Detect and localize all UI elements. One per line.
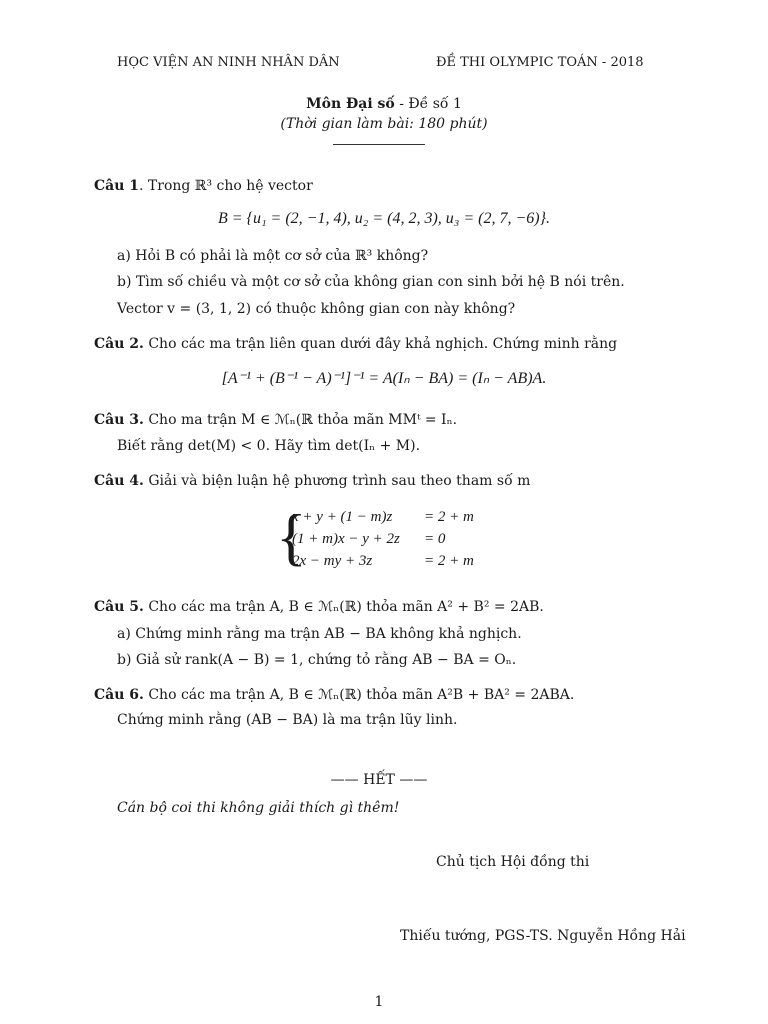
- question-5-part-b: b) Giả sử rank(A − B) = 1, chứng tỏ rằng AB − BA = Oₙ.: [117, 652, 517, 668]
- question-4: [94, 473, 530, 489]
- subject-rest: - Đề số 1: [394, 96, 462, 112]
- exam-title: [0, 96, 768, 112]
- question-1-part-b: b) Tìm số chiều và một cơ sở của không gian con sinh bởi hệ B nói trên.: [117, 274, 625, 290]
- question-2-label: Câu 2.: [94, 336, 144, 352]
- header-right: ĐỀ THI OLYMPIC TOÁN - 2018: [436, 55, 644, 70]
- page-number: 1: [374, 994, 384, 1010]
- question-1-part-a: a) Hỏi B có phải là một cơ sở của ℝ³ không?: [117, 248, 429, 264]
- header-left: HỌC VIỆN AN NINH NHÂN DÂN: [117, 55, 340, 70]
- end-marker: —— HẾT ——: [330, 772, 428, 788]
- question-3: [94, 412, 457, 428]
- question-2-formula: [A⁻¹ + (B⁻¹ − A)⁻¹]⁻¹ = A(Iₙ − BA) = (Iₙ − AB)A.: [221, 370, 547, 387]
- question-1-formula: B = {u₁ = (2, −1, 4), u₂ = (4, 2, 3), u₃ = (2, 7, −6)}.: [217, 210, 550, 227]
- question-1-label: Câu 1: [94, 178, 140, 194]
- question-6: [94, 687, 574, 703]
- system-row-3-rhs: = 2 + m: [424, 553, 474, 569]
- question-1-part-c: Vector v = (3, 1, 2) có thuộc không gian con này không?: [117, 301, 516, 317]
- question-5-text: Cho các ma trận A, B ∈ ℳₙ(ℝ) thỏa mãn A² + B² = 2AB.: [143, 599, 544, 615]
- system-row-2-rhs: = 0: [424, 531, 446, 547]
- question-5: [94, 599, 544, 615]
- question-4-label: Câu 4.: [94, 473, 144, 489]
- question-3-text: Cho ma trận M ∈ ℳₙ(ℝ thỏa mãn MMᵗ = Iₙ.: [143, 412, 458, 428]
- title-divider: [333, 144, 425, 145]
- question-1-intro: . Trong ℝ³ cho hệ vector: [139, 178, 313, 194]
- question-1: [94, 178, 313, 194]
- system-row-1-lhs: x + y + (1 − m)z: [292, 509, 393, 525]
- question-3-line-2: Biết rằng det(M) < 0. Hãy tìm det(Iₙ + M).: [117, 438, 421, 454]
- question-4-text: Giải và biện luận hệ phương trình sau theo tham số m: [143, 473, 531, 489]
- signature-title: Chủ tịch Hội đồng thi: [436, 854, 590, 870]
- system-brace: {: [276, 501, 307, 572]
- question-6-text: Cho các ma trận A, B ∈ ℳₙ(ℝ) thỏa mãn A²B + BA² = 2ABA.: [143, 687, 575, 703]
- question-5-label: Câu 5.: [94, 599, 144, 615]
- question-5-part-a: a) Chứng minh rằng ma trận AB − BA không khả nghịch.: [117, 626, 522, 642]
- signature-name: Thiếu tướng, PGS-TS. Nguyễn Hồng Hải: [400, 928, 686, 944]
- system-row-3-lhs: 2x − my + 3z: [292, 553, 373, 569]
- subject-label: Môn Đại số: [306, 96, 395, 112]
- system-row-2-lhs: (1 + m)x − y + 2z: [292, 531, 400, 547]
- question-6-line-2: Chứng minh rằng (AB − BA) là ma trận lũy linh.: [117, 712, 458, 728]
- question-6-label: Câu 6.: [94, 687, 144, 703]
- question-2-text: Cho các ma trận liên quan dưới đây khả nghịch. Chứng minh rằng: [143, 336, 618, 352]
- time-limit: (Thời gian làm bài: 180 phút): [280, 116, 488, 132]
- system-row-1-rhs: = 2 + m: [424, 509, 474, 525]
- question-3-label: Câu 3.: [94, 412, 144, 428]
- question-2: [94, 336, 617, 352]
- proctor-note: Cán bộ coi thi không giải thích gì thêm!: [117, 800, 400, 816]
